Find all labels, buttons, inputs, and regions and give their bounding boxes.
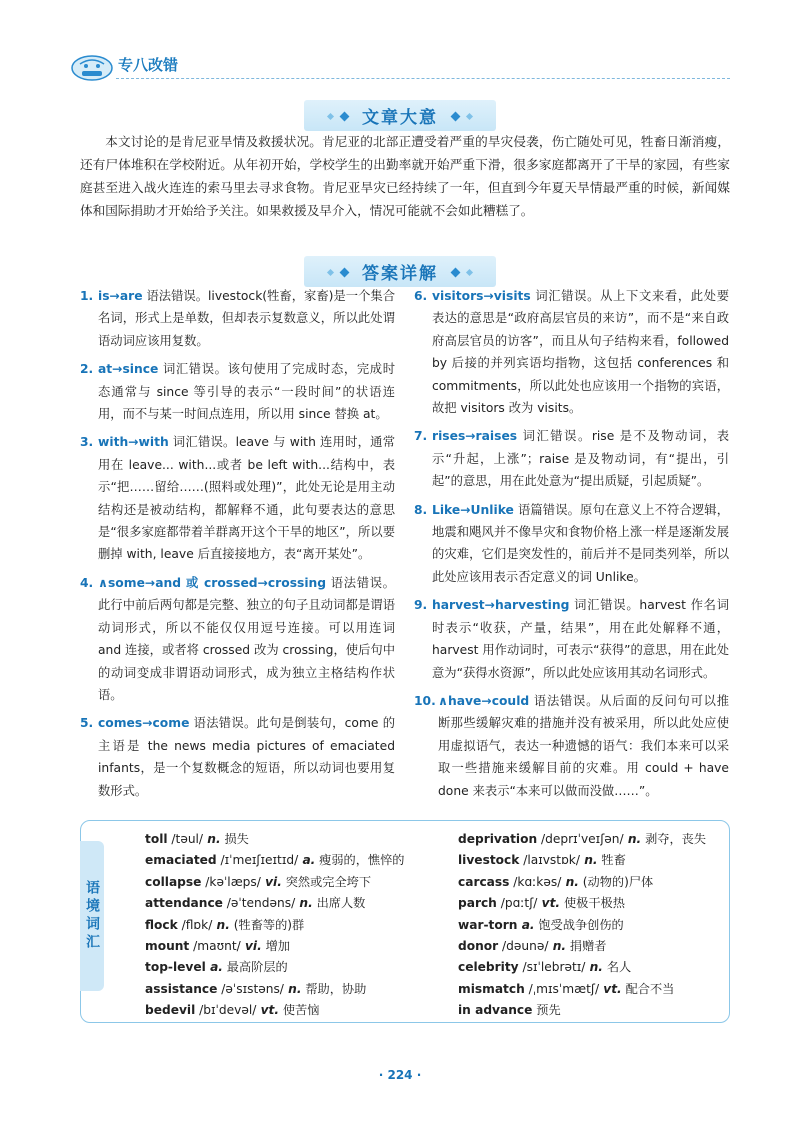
answer-number: 6. bbox=[414, 289, 428, 303]
answers-title: 答案详解 bbox=[362, 264, 438, 284]
vocab-meaning: 剥夺，丧失 bbox=[641, 832, 707, 846]
vocab-pos: a. bbox=[298, 853, 316, 868]
answer-correction: Like→Unlike bbox=[432, 502, 514, 517]
book-logo-icon bbox=[70, 50, 114, 82]
vocab-meaning: 突然或完全垮下 bbox=[281, 874, 372, 889]
vocab-word: mismatch bbox=[458, 981, 525, 996]
diamond-icon bbox=[450, 268, 460, 278]
vocabulary-box bbox=[80, 820, 730, 1023]
vocab-meaning: 损失 bbox=[220, 832, 249, 846]
vocab-entry bbox=[458, 957, 728, 978]
vocab-meaning: 配合不当 bbox=[621, 981, 675, 996]
answer-correction: comes→come bbox=[98, 716, 190, 731]
vocab-word: donor bbox=[458, 939, 499, 954]
vocab-entry bbox=[458, 872, 728, 893]
vocab-entry bbox=[458, 850, 728, 871]
vocab-phonetic: /ɪˈmeɪʃɪeɪtɪd/ bbox=[216, 853, 299, 868]
diamond-icon bbox=[466, 113, 473, 120]
vocab-entry bbox=[145, 957, 445, 978]
vocabulary-tab: 语境词汇 bbox=[80, 841, 104, 991]
answer-number: 3. bbox=[80, 435, 94, 450]
vocab-entry bbox=[458, 979, 728, 1000]
vocab-phonetic: /sɪˈlebrətɪ/ bbox=[518, 960, 586, 975]
vocab-word: emaciated bbox=[145, 853, 217, 868]
vocab-pos: vt. bbox=[256, 1003, 279, 1018]
vocab-entry bbox=[145, 915, 445, 936]
vocab-meaning: 帮助，协助 bbox=[301, 981, 367, 996]
vocab-word: bedevil bbox=[145, 1003, 196, 1018]
vocab-meaning: 使苦恼 bbox=[278, 1003, 320, 1018]
answer-number: 4. bbox=[80, 575, 94, 590]
vocab-pos: vi. bbox=[240, 939, 262, 954]
vocab-word: top-level bbox=[145, 960, 206, 975]
vocab-meaning: 出席人数 bbox=[312, 896, 366, 911]
answer-explanation: 词汇错误。rise 是不及物动词，表示“升起，上涨”；raise 是及物动词，有“提出，引起”的意思，用在此处意为“提出质疑，引起质疑”。 bbox=[432, 429, 729, 489]
vocab-pos: n. bbox=[203, 832, 221, 846]
vocab-pos: n. bbox=[579, 853, 598, 868]
vocab-entry bbox=[145, 872, 445, 893]
vocab-word: assistance bbox=[145, 981, 218, 996]
answer-explanation: 词汇错误。leave 与 with 连用时，通常用在 leave... with...或者 be left with...结构中，表示“把……留给……(照料或处理)”，此处无论是用主动结构还是被动结构，都解释不通，此句要表达的意思是“很多家庭都带着羊群离开这个干旱的地区”，所以要删掉 with, leave 后直接接地方，表“离开某处”。 bbox=[98, 435, 395, 562]
vocab-phonetic: /ˌmɪsˈmætʃ/ bbox=[524, 981, 600, 996]
vocab-pos: vt. bbox=[537, 896, 561, 911]
diamond-icon bbox=[450, 112, 460, 122]
vocab-phonetic: /kəˈlæps/ bbox=[201, 874, 261, 889]
answer-item bbox=[414, 594, 729, 684]
vocab-entry bbox=[458, 893, 728, 914]
vocab-meaning: 捐赠者 bbox=[566, 939, 607, 954]
answer-number: 10. bbox=[414, 693, 436, 708]
answer-number: 9. bbox=[414, 598, 428, 613]
vocab-word: flock bbox=[145, 917, 178, 932]
vocab-phonetic: /maʊnt/ bbox=[189, 939, 241, 954]
answer-correction: at→since bbox=[98, 362, 159, 377]
vocab-phonetic: /flɒk/ bbox=[177, 917, 213, 932]
vocab-meaning: 瘦弱的，憔悴的 bbox=[315, 853, 405, 868]
vocab-entry bbox=[458, 915, 728, 936]
diamond-icon bbox=[327, 269, 334, 276]
vocab-meaning: 饱受战争创伤的 bbox=[534, 917, 624, 932]
vocab-pos: n. bbox=[212, 917, 230, 932]
vocab-word: mount bbox=[145, 939, 190, 954]
vocab-word: carcass bbox=[458, 874, 510, 889]
answer-correction: rises→raises bbox=[432, 429, 518, 444]
vocab-phonetic: /pɑːtʃ/ bbox=[496, 896, 538, 911]
answer-correction: harvest→harvesting bbox=[432, 598, 570, 613]
vocab-pos: vt. bbox=[599, 981, 622, 996]
answers-column-left bbox=[80, 285, 395, 808]
vocab-word: collapse bbox=[145, 874, 202, 889]
answer-explanation: 语法错误。从后面的反问句可以推断那些缓解灾难的措施并没有被采用，所以此处应使用虚拟语气，表达一种遗憾的语气：我们本来可以采取一些措施来缓解目前的灾难。用 could + have done 来表示“本来可以做而没做……”。 bbox=[438, 693, 729, 798]
vocab-entry bbox=[145, 1000, 445, 1021]
answers-column-right bbox=[414, 285, 729, 808]
diamond-icon bbox=[466, 269, 473, 276]
vocab-pos: n. bbox=[585, 960, 603, 975]
vocab-pos: n. bbox=[623, 832, 642, 846]
vocab-meaning: 使极干极热 bbox=[560, 896, 625, 911]
answer-item bbox=[80, 712, 395, 802]
answer-explanation: 词汇错误。该句使用了完成时态，完成时态通常与 since 等引导的表示“一段时间”的状语连用，而不与某一时间点连用，所以用 since 替换 at。 bbox=[98, 362, 395, 422]
vocab-word: parch bbox=[458, 896, 497, 911]
vocab-phonetic: /əˈtendəns/ bbox=[222, 896, 296, 911]
vocab-entry bbox=[145, 893, 445, 914]
vocab-meaning: 名人 bbox=[602, 960, 632, 975]
vocab-entry bbox=[458, 829, 728, 850]
vocab-phonetic: /laɪvstɒk/ bbox=[519, 853, 580, 868]
vocab-meaning: (动物的)尸体 bbox=[578, 874, 654, 889]
vocab-phonetic: /bɪˈdevəl/ bbox=[195, 1003, 257, 1018]
vocab-word: deprivation bbox=[458, 832, 538, 846]
answer-correction: is→are bbox=[98, 289, 143, 303]
header-divider bbox=[116, 78, 730, 79]
vocab-entry bbox=[145, 936, 445, 957]
vocab-word: livestock bbox=[458, 853, 520, 868]
vocab-phonetic: /əˈsɪstəns/ bbox=[217, 981, 284, 996]
vocab-word: celebrity bbox=[458, 960, 519, 975]
answer-item bbox=[80, 358, 395, 425]
vocabulary-column-left bbox=[145, 829, 445, 1022]
answer-explanation: 语法错误。此行中前后两句都是完整、独立的句子且动词都是谓语动词形式，所以不能仅仅用逗号连接。可以用连词 and 连接，或者将 crossed 改为 crossing，使后句中的动词变成非谓语动词形式，成为独立主格结构作状语。 bbox=[98, 575, 395, 702]
page-number: · 224 · bbox=[378, 1068, 422, 1082]
page-header bbox=[70, 52, 730, 80]
vocab-meaning: (牲畜等的)群 bbox=[229, 917, 305, 932]
answer-explanation: 语法错误。livestock(牲畜，家畜)是一个集合名词，形式上是单数，但却表示复数意义，所以此处谓语动词应该用复数。 bbox=[98, 289, 395, 348]
vocab-pos: a. bbox=[205, 960, 223, 975]
vocab-word: in advance bbox=[458, 1003, 533, 1018]
vocab-word: attendance bbox=[145, 896, 223, 911]
answer-explanation: 词汇错误。harvest 作名词时表示“收获，产量，结果”，用在此处解释不通，harvest 用作动词时，可表示“获得”的意思，用在此处意为“获得水资源”，所以此处应该用其动名词形式。 bbox=[432, 598, 729, 680]
vocab-meaning: 最高阶层的 bbox=[222, 960, 288, 975]
summary-heading bbox=[0, 100, 800, 131]
vocab-phonetic: /təul/ bbox=[167, 832, 204, 846]
summary-body bbox=[80, 130, 730, 222]
answer-number: 1. bbox=[80, 289, 94, 303]
vocab-phonetic: /kɑːkəs/ bbox=[509, 874, 562, 889]
answer-explanation: 词汇错误。从上下文来看，此处要表达的意思是“政府高层官员的来访”，而不是“来自政府高层官员的访客”，而且从句子结构来看，followed by 后接的并列宾语均指物，这包括 conferences 和 commitments，所以此处也应该用一个指物的宾语，故把 visitors 改为 visits。 bbox=[432, 289, 729, 416]
vocab-pos: n. bbox=[295, 896, 313, 911]
vocab-phonetic: /dəunə/ bbox=[498, 939, 549, 954]
answer-number: 8. bbox=[414, 502, 428, 517]
answer-item bbox=[414, 690, 729, 802]
answer-item bbox=[414, 499, 729, 589]
vocab-word: toll bbox=[145, 832, 168, 846]
answer-item bbox=[80, 572, 395, 706]
diamond-icon bbox=[327, 113, 334, 120]
vocab-pos: vi. bbox=[260, 874, 282, 889]
answer-correction: ∧some→and 或 crossed→crossing bbox=[98, 575, 327, 590]
vocab-meaning: 增加 bbox=[261, 939, 290, 954]
summary-title: 文章大意 bbox=[362, 108, 438, 128]
vocab-pos: n. bbox=[283, 981, 302, 996]
answers-heading bbox=[0, 256, 800, 287]
vocab-word: war-torn bbox=[458, 917, 518, 932]
answer-number: 7. bbox=[414, 429, 428, 444]
diamond-icon bbox=[340, 268, 350, 278]
summary-paragraph: 本文讨论的是肯尼亚旱情及救援状况。肯尼亚的北部正遭受着严重的旱灾侵袭，伤亡随处可见，牲畜日渐消瘦，还有尸体堆积在学校附近。从年初开始，学校学生的出勤率就开始严重下滑，很多家庭都离开了干旱的家园，有些家庭甚至进入战火连连的索马里去寻求食物。肯尼亚旱灾已经持续了一年，但直到今年夏天旱情最严重的时候，新闻媒体和国际捐助才开始给予关注。如果救援及早介入，情况可能就不会如此糟糕了。 bbox=[80, 134, 730, 218]
answer-item bbox=[414, 425, 729, 492]
vocab-entry bbox=[145, 979, 445, 1000]
vocab-pos: n. bbox=[548, 939, 567, 954]
vocab-entry bbox=[458, 1000, 728, 1021]
vocab-entry bbox=[458, 936, 728, 957]
answer-correction: ∧have→could bbox=[438, 693, 530, 708]
vocab-entry bbox=[145, 829, 445, 850]
vocab-meaning: 牲畜 bbox=[597, 853, 626, 868]
answer-number: 5. bbox=[80, 716, 94, 731]
answer-number: 2. bbox=[80, 362, 94, 377]
answer-correction: with→with bbox=[98, 435, 169, 450]
vocab-phonetic: /deprɪˈveɪʃən/ bbox=[537, 832, 624, 846]
vocabulary-column-right bbox=[458, 829, 728, 1022]
vocab-entry bbox=[145, 850, 445, 871]
vocab-pos: a. bbox=[517, 917, 535, 932]
answer-item bbox=[80, 431, 395, 565]
vocab-pos: n. bbox=[561, 874, 579, 889]
answer-correction: visitors→visits bbox=[432, 289, 531, 303]
diamond-icon bbox=[340, 112, 350, 122]
answer-explanation: 语篇错误。原句在意义上不符合逻辑，地震和飓风并不像旱灾和食物价格上涨一样是逐渐发展的灾难，它们是突发性的，前后并不是同类列举，所以此处应该用表示否定意义的词 Unlike。 bbox=[432, 502, 729, 584]
answer-item bbox=[80, 285, 395, 352]
vocab-meaning: 预先 bbox=[532, 1003, 561, 1018]
answer-explanation: 语法错误。此句是倒装句，come 的主语是 the news media pictures of emaciated infants，是一个复数概念的短语，所以动词也要用复数形式。 bbox=[98, 716, 395, 798]
answer-item bbox=[414, 285, 729, 419]
header-title: 专八改错 bbox=[118, 56, 179, 74]
